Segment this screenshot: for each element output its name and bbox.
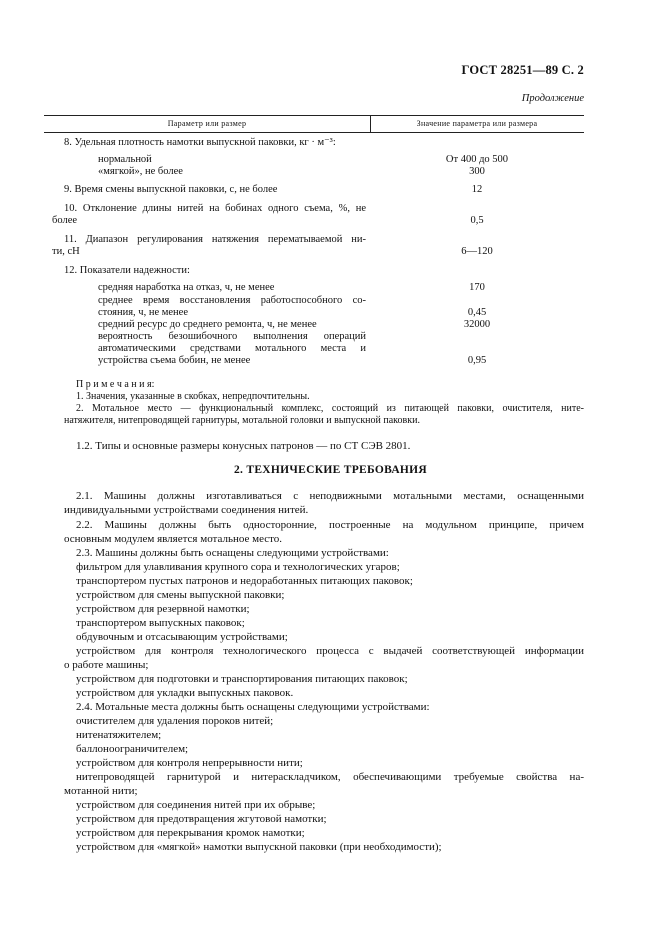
continuation-label: Продолжение <box>521 93 584 104</box>
col-header-parameter: Параметр или размер <box>167 119 247 128</box>
row-9-value: 12 <box>471 184 483 195</box>
list-item-line2: мотанной нити; <box>64 785 138 797</box>
row-12-title: 12. Показатели надежности: <box>64 265 190 276</box>
row-8a-value: От 400 до 500 <box>445 154 509 165</box>
notes-title: П р и м е ч а н и я: <box>76 379 155 390</box>
list-item: транспортером выпускных паковок; <box>76 617 245 629</box>
row-10-line2: более <box>52 215 78 226</box>
list-item: устройством для подготовки и транспортирования питающих паковок; <box>76 673 408 685</box>
row-8b-value: 300 <box>469 166 485 177</box>
row-8b-label: «мягкой», не более <box>98 166 183 177</box>
list-item: нитенатяжителем; <box>76 729 162 741</box>
row-9-label: 9. Время смены выпускной паковки, с, не более <box>64 184 278 195</box>
para-2-2-line2: основным модулем является мотальное место. <box>64 533 283 545</box>
row-12c-value: 32000 <box>463 319 491 330</box>
row-12b-line2: стояния, ч, не менее <box>98 307 188 318</box>
para-1-2: 1.2. Типы и основные размеры конусных патронов — по СТ СЭВ 2801. <box>76 440 411 452</box>
list-item-line1: нитепроводящей гарнитурой и нитераскладчиком, обеспечивающими требуемые свойства на- <box>76 771 584 783</box>
row-12d-value: 0,95 <box>467 355 487 366</box>
row-8-title: 8. Удельная плотность намотки выпускной паковки, кг · м⁻³: <box>64 137 336 148</box>
row-12b-value: 0,45 <box>467 307 487 318</box>
para-2-3: 2.3. Машины должны быть оснащены следующими устройствами: <box>76 547 389 559</box>
row-12d-line2: автоматическими средствами мотального места и <box>98 343 366 354</box>
list-item: транспортером пустых патронов и недоработанных питающих паковок; <box>76 575 413 587</box>
note-2-line2: натяжителя, нитепроводящей гарнитуры, мотальной головки и выпускной паковки. <box>64 415 420 426</box>
para-2-1-line2: индивидуальными устройствами соединения нитей. <box>64 504 309 516</box>
list-item: устройством для «мягкой» намотки выпускной паковки (при необходимости); <box>76 841 442 853</box>
col-header-value: Значение параметра или размера <box>416 119 538 128</box>
row-10-line1: 10. Отклонение длины нитей на бобинах одного съема, %, не <box>64 203 366 214</box>
para-2-2-line1: 2.2. Машины должны быть односторонние, построенные на модульном принципе, причем <box>76 519 584 531</box>
list-item: устройством для резервной намотки; <box>76 603 250 615</box>
note-1: 1. Значения, указанные в скобках, непредпочтительны. <box>76 391 310 402</box>
list-item-line1: устройством для контроля технологического процесса с выдачей соответствующей информации <box>76 645 584 657</box>
row-12a-label: средняя наработка на отказ, ч, не менее <box>98 282 275 293</box>
row-12d-line3: устройства съема бобин, не менее <box>98 355 251 366</box>
list-item: устройством для смены выпускной паковки; <box>76 589 285 601</box>
row-11-line2: ти, сН <box>52 246 80 257</box>
standard-header: ГОСТ 28251—89 С. 2 <box>461 63 584 77</box>
note-2-line1: 2. Мотальное место — функциональный комплекс, состоящий из питающей паковки, очистителя, ните- <box>76 403 584 414</box>
row-12d-line1: вероятность безошибочного выполнения операций <box>98 331 366 342</box>
section-2-title: 2. ТЕХНИЧЕСКИЕ ТРЕБОВАНИЯ <box>233 464 428 476</box>
row-11-value: 6—120 <box>461 246 493 257</box>
row-12b-line1: среднее время восстановления работоспособного со- <box>98 295 366 306</box>
list-item-line2: о работе машины; <box>64 659 149 671</box>
row-12c-label: средний ресурс до среднего ремонта, ч, не менее <box>98 319 317 330</box>
list-item: устройством для перекрывания кромок намотки; <box>76 827 305 839</box>
row-8a-label: нормальной <box>98 154 152 165</box>
para-2-4: 2.4. Мотальные места должны быть оснащены следующими устройствами: <box>76 701 430 713</box>
list-item: очистителем для удаления пороков нитей; <box>76 715 274 727</box>
table-top-rule <box>44 115 584 116</box>
row-11-line1: 11. Диапазон регулирования натяжения перематываемой ни- <box>64 234 366 245</box>
para-2-1-line1: 2.1. Машины должны изготавливаться с неподвижными мотальными местами, оснащенными <box>76 490 584 502</box>
list-item: баллоноограничителем; <box>76 743 189 755</box>
list-item: фильтром для улавливания крупного сора и технологических угаров; <box>76 561 400 573</box>
list-item: устройством для контроля непрерывности нити; <box>76 757 303 769</box>
list-item: устройством для соединения нитей при их обрыве; <box>76 799 316 811</box>
list-item: устройством для предотвращения жгутовой намотки; <box>76 813 327 825</box>
list-item: обдувочным и отсасывающим устройствами; <box>76 631 288 643</box>
row-10-value: 0,5 <box>470 215 484 226</box>
row-12a-value: 170 <box>469 282 485 293</box>
table-header-rule <box>44 132 584 133</box>
list-item: устройством для укладки выпускных паковок. <box>76 687 294 699</box>
